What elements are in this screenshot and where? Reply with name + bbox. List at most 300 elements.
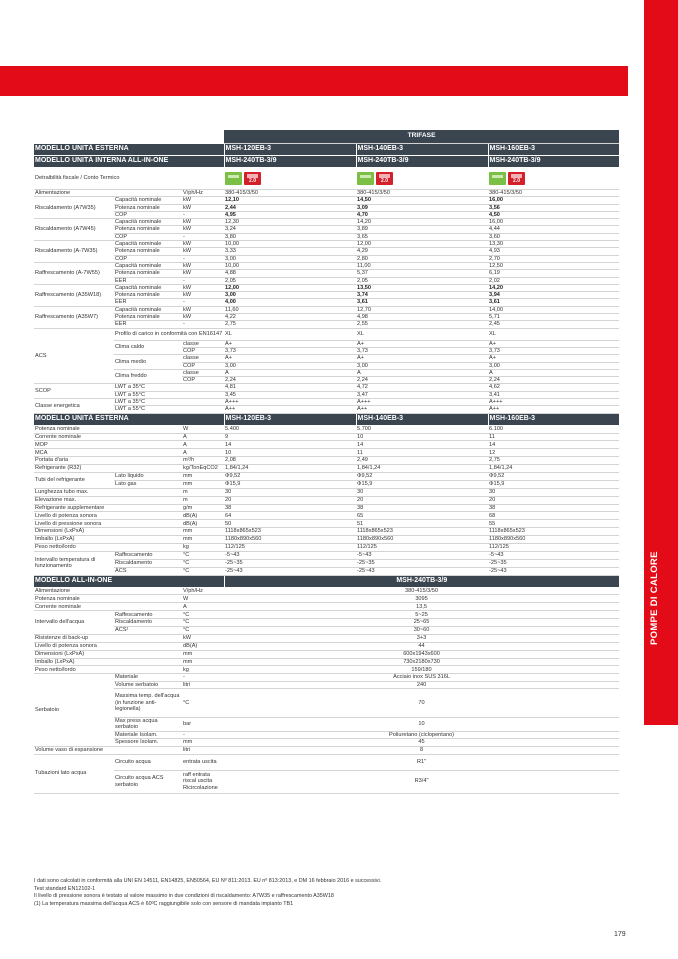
perf-unit: kW (182, 270, 224, 277)
outdoor-value: -25~35 (488, 559, 619, 567)
acs-row (34, 340, 619, 347)
scop-value: 4,81 (224, 384, 356, 391)
acs-value: 2,24 (224, 377, 356, 384)
indoor-section-title: MODELLO UNITÀ INTERNA ALL-IN-ONE (34, 156, 224, 168)
acs-row (34, 369, 619, 376)
acs-unit: COP (182, 347, 224, 354)
aio-unit: °C (182, 619, 224, 627)
acs-value: A+ (224, 355, 356, 362)
perf-value: 4,22 (224, 314, 356, 321)
aio-row (34, 650, 619, 658)
eco-bonus-badge-icon (225, 172, 242, 185)
scop-value: 4,62 (488, 384, 619, 391)
scop-row (34, 399, 619, 406)
outdoor-value: -25~35 (224, 559, 356, 567)
perf-row (34, 241, 619, 248)
aio-unit: dB(A) (182, 642, 224, 650)
perf-value: 2,80 (356, 255, 488, 262)
aio-unit: kg (182, 666, 224, 674)
perf-value: 12,00 (356, 241, 488, 248)
perf-unit: kW (182, 314, 224, 321)
scop-value: A+++ (356, 399, 488, 406)
acs-value: 3,73 (224, 347, 356, 354)
aio-label: Imballo (LxPxA) (34, 658, 182, 666)
outdoor-value: 30 (356, 488, 488, 496)
perf-label: EER (114, 299, 182, 306)
aio-value: 3+3 (224, 634, 619, 642)
footnote-line: (1) La temperatura massima dell'acqua ACS è 60ºC raggiungibile solo con sensore di mandata impianto TB1 (34, 900, 294, 907)
acs-value: 2,24 (488, 377, 619, 384)
outdoor-label: Elevazione max. (34, 496, 182, 504)
outdoor-unit: A (182, 433, 224, 441)
perf-unit: V/ph/Hz (182, 190, 224, 197)
serbatoio-label: Serbatoio (34, 674, 114, 746)
perf-value: 4,44 (488, 226, 619, 233)
perf-value: 16,00 (488, 197, 619, 204)
perf-value: 2,55 (356, 321, 488, 328)
perf-label: Potenza nominale (114, 314, 182, 321)
outdoor-row (34, 488, 619, 496)
perf-unit: kW (182, 248, 224, 255)
serbatoio-sublabel: Massima temp. dell'acqua (in funzione anti-legionella) (114, 688, 182, 717)
perf-value: 3,60 (488, 233, 619, 240)
acs-value: A (488, 369, 619, 376)
perf-row (34, 255, 619, 262)
perf-unit: - (182, 255, 224, 262)
perf-value: 2,05 (224, 277, 356, 284)
perf-group-label: Riscaldamento (A7W45) (34, 219, 114, 241)
outdoor-value: -25~43 (224, 567, 356, 575)
perf-unit: kW (182, 262, 224, 269)
outdoor-row (34, 559, 619, 567)
perf-value: 10,00 (224, 262, 356, 269)
serbatoio-sublabel: Spessore Isolam. (114, 739, 182, 746)
perf-value: 14,50 (356, 197, 488, 204)
scop-unit: LWT a 55°C (114, 406, 224, 413)
perf-unit: kW (182, 306, 224, 313)
outdoor-unit: dB(A) (182, 520, 224, 528)
aio-value: 3095 (224, 595, 619, 603)
perf-value: 13,50 (356, 284, 488, 291)
acs-unit: classe (182, 355, 224, 362)
indoor-header-row (34, 156, 619, 168)
aio-row (34, 603, 619, 611)
outdoor-row (34, 457, 619, 465)
perf-value: 2,44 (224, 204, 356, 211)
aio-value: 5~25 (224, 611, 619, 619)
aio-unit: kW (182, 634, 224, 642)
outdoor-unit: °C (182, 567, 224, 575)
outdoor-unit: m (182, 496, 224, 504)
serbatoio-unit: - (182, 731, 224, 738)
outdoor-unit: A (182, 441, 224, 449)
outdoor-model: MSH-120EB-3 (224, 144, 356, 156)
perf-row (34, 204, 619, 211)
perf-label: EER (114, 277, 182, 284)
perf-unit: kW (182, 226, 224, 233)
aio-label: Dimensioni (LxPxA) (34, 650, 182, 658)
perf-row (34, 219, 619, 226)
outdoor-label: Corrente nominale (34, 433, 182, 441)
acs-group-label: ACS (34, 328, 114, 384)
perf-label: Potenza nominale (114, 270, 182, 277)
perf-value: 14,20 (488, 284, 619, 291)
serbatoio-unit: - (182, 674, 224, 681)
serbatoio-value: Acciaio inox SUS 316L (224, 674, 619, 681)
incentive-badges (488, 168, 619, 190)
perf-value: 380-415/3/50 (224, 190, 356, 197)
scop-value: A++ (488, 406, 619, 413)
perf-label: Capacità nominale (114, 262, 182, 269)
perf-group-label: Raffrescamento (A35W18) (34, 284, 114, 306)
outdoor-unit: m³/h (182, 457, 224, 465)
perf-label: EER (114, 321, 182, 328)
aio-label: Livello di potenza sonora (34, 642, 182, 650)
outdoor-unit: A (182, 449, 224, 457)
outdoor-unit: g/m (182, 504, 224, 512)
perf-value: 4,00 (224, 299, 356, 306)
perf-unit: - (182, 299, 224, 306)
outdoor-label: Livello di pressione sonora (34, 520, 182, 528)
outdoor-model: MSH-120EB-3 (224, 413, 356, 425)
outdoor-value: 38 (224, 504, 356, 512)
acs-unit: COP (182, 362, 224, 369)
acs-value: XL (488, 328, 619, 340)
aio-label: Corrente nominale (34, 603, 182, 611)
outdoor-value: 50 (224, 520, 356, 528)
outdoor-value: 10 (224, 449, 356, 457)
perf-value: 4,98 (356, 314, 488, 321)
serbatoio-unit: bar (182, 717, 224, 731)
serbatoio-row (34, 674, 619, 681)
serbatoio-row (34, 681, 619, 688)
aio-value: 25~65 (224, 619, 619, 627)
perf-value: 2,02 (488, 277, 619, 284)
acs-value: A+ (356, 340, 488, 347)
aio-value: 44 (224, 642, 619, 650)
outdoor-model: MSH-160EB-3 (488, 413, 619, 425)
outdoor-value: 1118x865x523 (356, 528, 488, 536)
outdoor-value: -5~43 (488, 551, 619, 559)
aio-label: Peso netto/lordo (34, 666, 182, 674)
serbatoio-row (34, 717, 619, 731)
volume-vaso-row (34, 746, 619, 754)
outdoor-value: -25~35 (356, 559, 488, 567)
perf-label: Capacità nominale (114, 306, 182, 313)
perf-value: 2,75 (224, 321, 356, 328)
outdoor-value: 12 (488, 449, 619, 457)
perf-value: 2,45 (488, 321, 619, 328)
perf-unit: - (182, 321, 224, 328)
aio-row (34, 634, 619, 642)
aio-unit: mm (182, 658, 224, 666)
tubazioni-value: R1" (224, 754, 619, 770)
tubazioni-row (34, 770, 619, 793)
outdoor-value: 112/125 (356, 543, 488, 551)
perf-value: 3,24 (224, 226, 356, 233)
acs-value: 2,24 (356, 377, 488, 384)
outdoor-label: Imballo (LxPxA) (34, 536, 182, 544)
outdoor-label: Lunghezza tubo max. (34, 488, 182, 496)
badge-group (357, 172, 393, 185)
perf-value: 2,05 (356, 277, 488, 284)
perf-value: 6,19 (488, 270, 619, 277)
perf-unit: kW (182, 219, 224, 226)
aio-unit: A (182, 603, 224, 611)
acs-label: Clima freddo (114, 369, 182, 384)
perf-label: Capacità nominale (114, 284, 182, 291)
outdoor-unit: dB(A) (182, 512, 224, 520)
outdoor-sublabel: Lato gas (114, 480, 182, 488)
outdoor-unit: °C (182, 551, 224, 559)
perf-value: 12,00 (224, 284, 356, 291)
perf-value: 4,70 (356, 211, 488, 218)
acs-label: Clima caldo (114, 340, 182, 355)
perf-value: 3,80 (224, 233, 356, 240)
indoor-model: MSH-240TB-3/9 (488, 156, 619, 168)
perf-label: Capacità nominale (114, 197, 182, 204)
serbatoio-value: 240 (224, 681, 619, 688)
outdoor-row (34, 449, 619, 457)
outdoor-value: 55 (488, 520, 619, 528)
scop-unit: LWT a 35°C (114, 384, 224, 391)
outdoor-value: 10 (356, 433, 488, 441)
outdoor-label: Refrigerante supplementare (34, 504, 182, 512)
outdoor-value: Φ9,52 (224, 472, 356, 480)
perf-value: 3,33 (224, 248, 356, 255)
outdoor-value: 30 (488, 488, 619, 496)
outdoor-value: 1118x865x523 (488, 528, 619, 536)
serbatoio-row (34, 731, 619, 738)
outdoor-sublabel: Riscaldamento (114, 559, 182, 567)
serbatoio-value: Poliuretano (ciclopentano) (224, 731, 619, 738)
outdoor-value: 38 (356, 504, 488, 512)
perf-label: Capacità nominale (114, 219, 182, 226)
acs-value: 3,73 (356, 347, 488, 354)
perf-group-label: Raffrescamento (A35W7) (34, 306, 114, 328)
scop-value: A++ (356, 406, 488, 413)
serbatoio-row (34, 739, 619, 746)
aio-value: 730x2180x730 (224, 658, 619, 666)
aio-row (34, 619, 619, 627)
perf-row (34, 314, 619, 321)
outdoor-unit: mm (182, 536, 224, 544)
eco-bonus-badge-icon (489, 172, 506, 185)
scop-value: A++ (224, 406, 356, 413)
footnote-line: I dati sono calcolati in conformità alla UNI EN 14511, EN14825, EN50564, EU Nº 811:2013. EU nº 813:2013, e DM 16 febbraio 2016 e successivi. (34, 878, 382, 884)
tubazioni-unit: raff entrata riscal uscita Ricircolazione (182, 770, 224, 793)
perf-value: 12,30 (224, 219, 356, 226)
conto-termico-badge-icon (376, 172, 393, 185)
perf-unit: kW (182, 197, 224, 204)
volume-vaso-unit: litri (182, 746, 224, 754)
outdoor-sublabel: Raffescamento (114, 551, 182, 559)
scop-row (34, 391, 619, 398)
scop-group-label: SCOP (34, 384, 114, 399)
perf-row (34, 284, 619, 291)
indoor-model: MSH-240TB-3/9 (356, 156, 488, 168)
outdoor-label: Potenza nominale (34, 425, 182, 433)
outdoor-value: Φ15,9 (224, 480, 356, 488)
serbatoio-unit: °C (182, 688, 224, 717)
outdoor-unit: °C (182, 559, 224, 567)
aio-sublabel: Raffescamento (114, 611, 182, 619)
perf-value: 3,61 (488, 299, 619, 306)
aio-value: 159/180 (224, 666, 619, 674)
perf-value: 12,50 (488, 262, 619, 269)
aio-unit: mm (182, 650, 224, 658)
outdoor-value: 65 (356, 512, 488, 520)
outdoor-row (34, 543, 619, 551)
aio-label: Potenza nominale (34, 595, 182, 603)
acs-label: Profilo di carico in conformità con EN16147 (114, 328, 224, 340)
outdoor-value: 6.100 (488, 425, 619, 433)
perf-value: 12,70 (356, 306, 488, 313)
outdoor-value: 38 (488, 504, 619, 512)
serbatoio-row (34, 688, 619, 717)
trifase-row (34, 130, 619, 144)
outdoor-model: MSH-160EB-3 (488, 144, 619, 156)
acs-value: A (224, 369, 356, 376)
perf-value: 3,00 (224, 292, 356, 299)
scop-value: A+++ (488, 399, 619, 406)
perf-row (34, 262, 619, 269)
perf-group-label: Riscaldamento (A7W35) (34, 197, 114, 219)
aio-group-label: Intervallo dell'acqua (34, 611, 114, 635)
scop-unit: LWT a 55°C (114, 391, 224, 398)
outdoor-model: MSH-140EB-3 (356, 144, 488, 156)
badge-group (225, 172, 261, 185)
aio-row (34, 666, 619, 674)
perf-value: 12,10 (224, 197, 356, 204)
spec-table (34, 130, 619, 794)
serbatoio-sublabel: Max press acqua serbatoio (114, 717, 182, 731)
perf-label: Potenza nominale (114, 248, 182, 255)
tubazioni-sublabel: Circuito acqua (114, 754, 182, 770)
outdoor-value: 14 (488, 441, 619, 449)
serbatoio-unit: mm (182, 739, 224, 746)
scop-value: 3,41 (488, 391, 619, 398)
perf-row (34, 248, 619, 255)
perf-row (34, 277, 619, 284)
outdoor-value: 20 (488, 496, 619, 504)
aio-row (34, 611, 619, 619)
perf-label: Potenza nominale (114, 226, 182, 233)
aio-value: 600x1943x600 (224, 650, 619, 658)
badge-group (489, 172, 525, 185)
scop-unit: LWT a 35°C (114, 399, 224, 406)
outdoor-value: 68 (488, 512, 619, 520)
perf-value: 10,00 (224, 241, 356, 248)
outdoor-value: Φ15,9 (488, 480, 619, 488)
acs-value: A+ (488, 340, 619, 347)
perf-row (34, 226, 619, 233)
outdoor-sublabel: ACS (114, 567, 182, 575)
perf-value: 3,89 (356, 226, 488, 233)
outdoor-row (34, 504, 619, 512)
acs-value: A (356, 369, 488, 376)
serbatoio-sublabel: Volume serbatoio (114, 681, 182, 688)
acs-label: Clima medio (114, 355, 182, 370)
acs-value: A+ (356, 355, 488, 362)
conto-termico-badge-icon (244, 172, 261, 185)
perf-value: 4,93 (488, 248, 619, 255)
outdoor-value: 1118x865x523 (224, 528, 356, 536)
tubazioni-label: Tubazioni lato acqua (34, 754, 114, 793)
outdoor-row (34, 536, 619, 544)
outdoor-unit: m (182, 488, 224, 496)
perf-row (34, 197, 619, 204)
spec-table-body (34, 130, 619, 793)
scop-value: A+++ (224, 399, 356, 406)
outdoor-label: MCA (34, 449, 182, 457)
perf-value: 13,30 (488, 241, 619, 248)
outdoor-value: 5.700 (356, 425, 488, 433)
perf-unit: kW (182, 292, 224, 299)
perf-row (34, 306, 619, 313)
outdoor-unit: mm (182, 480, 224, 488)
outdoor-row (34, 425, 619, 433)
section-side-tab (644, 0, 678, 725)
side-tab-label: POMPE DI CALORE (649, 551, 660, 645)
scop-value: 4,72 (356, 384, 488, 391)
perf-value: 16,00 (488, 219, 619, 226)
outdoor-label: Refrigerante (R32) (34, 465, 182, 473)
outdoor-unit: W (182, 425, 224, 433)
outdoor-value: 1180x890x560 (224, 536, 356, 544)
footnote-line: Test standard EN12102-1 (34, 885, 96, 892)
perf-label: Capacità nominale (114, 241, 182, 248)
outdoor-label: MOP (34, 441, 182, 449)
outdoor-model: MSH-140EB-3 (356, 413, 488, 425)
serbatoio-value: 70 (224, 688, 619, 717)
outdoor-row (34, 528, 619, 536)
outdoor-section-title: MODELLO UNITÀ ESTERNA (34, 144, 224, 156)
incentive-badges (356, 168, 488, 190)
tubazioni-row (34, 754, 619, 770)
perf-unit: - (182, 233, 224, 240)
aio-sublabel: ACS¹ (114, 626, 182, 634)
outdoor-sublabel: Lato liquido (114, 472, 182, 480)
outdoor-value: -25~43 (488, 567, 619, 575)
perf-label: Potenza nominale (114, 292, 182, 299)
aio-model: MSH-240TB-3/9 (224, 575, 619, 587)
outdoor-row (34, 465, 619, 473)
aio-unit: V/ph/Hz (182, 587, 224, 595)
perf-unit: kW (182, 204, 224, 211)
outdoor-value: 1,84/1,24 (356, 465, 488, 473)
serbatoio-sublabel: Materiale (114, 674, 182, 681)
outdoor-value: 51 (356, 520, 488, 528)
perf-row (34, 233, 619, 240)
tubazioni-value: R3/4" (224, 770, 619, 793)
incentive-badges (224, 168, 356, 190)
outdoor-row (34, 433, 619, 441)
detraibilita-row (34, 168, 619, 190)
perf-value: 3,56 (488, 204, 619, 211)
outdoor-value: Φ9,52 (356, 472, 488, 480)
outdoor-label: Portata d'aria (34, 457, 182, 465)
acs-value: 3,73 (488, 347, 619, 354)
outdoor-value: 20 (224, 496, 356, 504)
outdoor-row (34, 520, 619, 528)
outdoor-row (34, 567, 619, 575)
page-number: 179 (614, 931, 626, 938)
outdoor-value: 14 (356, 441, 488, 449)
outdoor-value: 64 (224, 512, 356, 520)
perf-row (34, 299, 619, 306)
tubazioni-unit: entrata uscita (182, 754, 224, 770)
